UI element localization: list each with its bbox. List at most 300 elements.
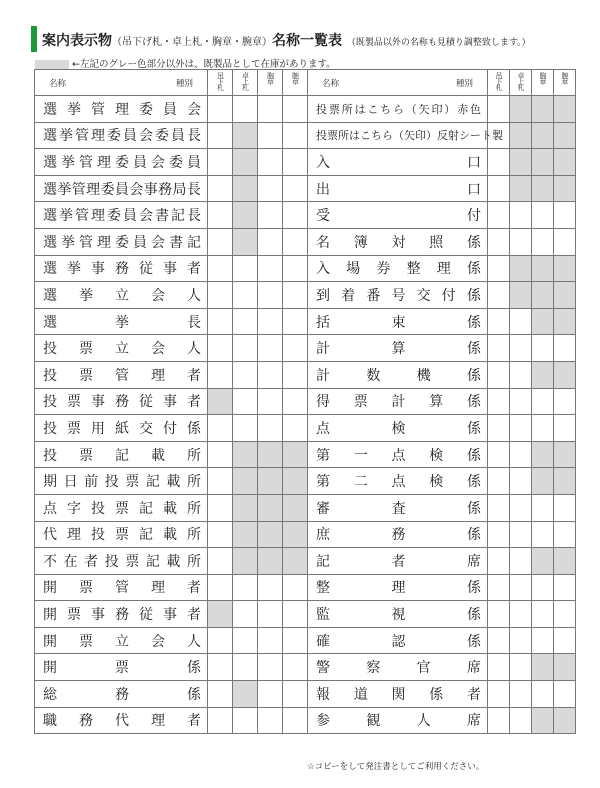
stock-cell-0 [488,228,510,255]
table-row [308,574,576,601]
table-row [308,548,576,575]
stock-cell-0 [208,707,233,734]
stock-cell-3 [554,388,576,415]
row-name: 投 票 管 理 者 [43,367,201,384]
row-name-cell [35,415,208,442]
row-name-cell [308,601,488,628]
stock-cell-2 [258,654,283,681]
row-name-cell [35,654,208,681]
row-name-cell [35,388,208,415]
header-col-1 [233,70,258,96]
stock-cell-1 [510,202,532,229]
stock-cell-2 [258,202,283,229]
stock-cell-2 [258,361,283,388]
stock-cell-1 [510,335,532,362]
stock-cell-3 [554,494,576,521]
row-name-cell [308,494,488,521]
gray-cell-3 [554,282,576,309]
name-table-right [307,69,576,734]
gray-cell-3 [554,255,576,282]
row-name-cell [308,282,488,309]
table-row [308,388,576,415]
table-row [308,441,576,468]
row-name-cell [35,574,208,601]
row-name: 整 理 係 [316,580,481,597]
gray-cell-3 [554,468,576,495]
row-name: 総 務 係 [43,686,201,703]
gray-cell-2 [532,707,554,734]
stock-cell-2 [258,282,283,309]
header-col-label: 腕章 [561,71,569,84]
table-row [308,707,576,734]
stock-cell-0 [208,521,233,548]
row-name: 名 簿 対 照 係 [316,234,481,251]
row-name-cell [35,468,208,495]
stock-cell-3 [554,335,576,362]
table-row [308,521,576,548]
stock-cell-3 [554,627,576,654]
header-col-label: 吊下札 [216,71,225,90]
gray-cell-2 [532,308,554,335]
gray-cell-3 [554,654,576,681]
row-name-cell [35,361,208,388]
table-row [308,415,576,442]
row-name: 到 着 番 号 交 付 係 [316,287,481,304]
stock-cell-3 [283,175,308,202]
row-name-cell [308,388,488,415]
row-name: 計 数 機 係 [316,367,481,384]
stock-cell-0 [488,335,510,362]
stock-cell-3 [283,627,308,654]
stock-cell-1 [510,415,532,442]
stock-cell-2 [258,627,283,654]
stock-cell-0 [208,361,233,388]
stock-cell-3 [554,228,576,255]
table-row [35,601,308,628]
row-name: 受 付 [316,208,481,225]
gray-cell-2 [532,175,554,202]
row-name-cell [35,335,208,362]
row-name: 記 者 席 [316,553,481,570]
gray-cell-2 [532,149,554,176]
stock-cell-0 [208,122,233,149]
gray-cell-3 [554,149,576,176]
table-row [308,96,576,123]
header-col-3 [554,70,576,96]
stock-cell-3 [283,388,308,415]
stock-cell-1 [233,654,258,681]
stock-cell-2 [532,335,554,362]
stock-cell-3 [283,361,308,388]
table-row [308,228,576,255]
stock-cell-3 [283,228,308,255]
stock-cell-0 [208,228,233,255]
stock-cell-1 [233,361,258,388]
stock-cell-1 [233,627,258,654]
stock-cell-0 [488,574,510,601]
stock-cell-1 [510,548,532,575]
row-name-cell [35,122,208,149]
row-name: 開 票 管 理 者 [43,580,201,597]
row-name: 警 察 官 席 [316,660,481,677]
table-row [308,601,576,628]
table-row [308,149,576,176]
stock-cell-3 [283,122,308,149]
gray-cell-1 [510,122,532,149]
stock-cell-0 [488,388,510,415]
gray-cell-2 [532,468,554,495]
gray-cell-2 [532,441,554,468]
row-name: 括 束 係 [316,314,481,331]
row-name-cell [308,627,488,654]
row-name-cell [308,361,488,388]
stock-cell-2 [532,228,554,255]
header-col-1 [510,70,532,96]
title-sub: （吊下げ札・卓上札・胸章・腕章） [112,37,272,48]
stock-cell-2 [532,601,554,628]
row-name: 得 票 計 算 係 [316,394,481,411]
stock-cell-3 [283,574,308,601]
stock-cell-3 [554,521,576,548]
table-row [35,521,308,548]
stock-cell-3 [283,601,308,628]
gray-cell-2 [258,468,283,495]
table-row [35,122,308,149]
table-row [308,175,576,202]
row-name-cell [35,494,208,521]
stock-cell-1 [510,228,532,255]
table-row [308,335,576,362]
stock-cell-2 [258,335,283,362]
stock-cell-3 [283,707,308,734]
row-name: 入 場 券 整 理 係 [316,261,481,278]
table-row [308,468,576,495]
stock-cell-0 [208,335,233,362]
footer-note: ☆コピーをして発注書としてご利用ください。 [307,762,485,772]
stock-cell-3 [283,415,308,442]
table-row [35,228,308,255]
table-row [35,149,308,176]
table-row [35,415,308,442]
gray-cell-2 [258,441,283,468]
row-name: 入 口 [316,154,481,171]
row-name: 投 票 記 載 所 [43,447,201,464]
row-name: 代 理 投 票 記 載 所 [43,527,201,544]
row-name-cell [308,441,488,468]
stock-cell-1 [233,574,258,601]
stock-cell-2 [532,202,554,229]
stock-cell-2 [258,388,283,415]
stock-cell-2 [258,415,283,442]
stock-cell-0 [488,707,510,734]
stock-cell-2 [258,308,283,335]
header-name-kind-labels [308,77,487,89]
header-col-label: 卓上札 [241,71,250,90]
gray-cell-1 [233,494,258,521]
header-kind-label: 種別 [175,78,193,89]
row-name: 第 二 点 検 係 [316,474,481,491]
row-name: 投 票 所 は こ ち ら （ 矢 印 ） 赤 色 [316,102,481,116]
stock-cell-1 [510,388,532,415]
stock-cell-3 [554,202,576,229]
table-row [308,494,576,521]
row-name: 期 日 前 投 票 記 載 所 [43,474,201,491]
table-row [308,361,576,388]
stock-cell-1 [233,601,258,628]
row-name: 投 票 用 紙 交 付 係 [43,420,201,437]
stock-cell-0 [488,441,510,468]
row-name: 点 字 投 票 記 載 所 [43,500,201,517]
stock-cell-1 [510,468,532,495]
row-name-cell [35,521,208,548]
row-name: 選 挙 管 理 委 員 会 [43,101,201,118]
gray-cell-2 [532,282,554,309]
table-row [35,308,308,335]
row-name: 確 認 係 [316,633,481,650]
table-row [35,282,308,309]
row-name-cell [308,548,488,575]
stock-cell-1 [233,308,258,335]
stock-cell-1 [510,707,532,734]
table-row [308,122,576,149]
stock-cell-2 [532,681,554,708]
table-row [308,627,576,654]
gray-cell-2 [258,548,283,575]
stock-cell-0 [488,681,510,708]
table-row [308,681,576,708]
row-name: 参 観 人 席 [316,713,481,730]
table-row [35,627,308,654]
stock-cell-1 [233,282,258,309]
row-name: 報 道 関 係 者 [316,686,481,703]
page-title [42,30,531,50]
stock-cell-3 [554,415,576,442]
row-name: 選 挙 管 理 委 員 会 事 務 局 長 [43,181,201,198]
gray-cell-3 [554,707,576,734]
header-col-label: 胸章 [539,71,547,84]
row-name-cell [308,308,488,335]
stock-cell-3 [283,202,308,229]
title-accent-bar [31,26,37,52]
gray-cell-1 [510,255,532,282]
stock-cell-3 [554,574,576,601]
stock-cell-0 [208,96,233,123]
gray-cell-0 [208,388,233,415]
stock-cell-0 [208,548,233,575]
gray-cell-3 [283,548,308,575]
gray-cell-1 [233,228,258,255]
stock-cell-0 [208,627,233,654]
header-col-label: 卓上札 [517,71,525,90]
stock-cell-0 [208,681,233,708]
stock-cell-0 [208,202,233,229]
stock-cell-1 [233,255,258,282]
stock-cell-1 [510,494,532,521]
stock-cell-0 [488,361,510,388]
gray-cell-2 [532,548,554,575]
stock-cell-0 [208,468,233,495]
stock-cell-3 [554,681,576,708]
row-name: 選 挙 立 会 人 [43,287,201,304]
gray-cell-1 [233,681,258,708]
stock-cell-1 [233,96,258,123]
gray-cell-3 [554,122,576,149]
name-table-left [34,69,308,734]
header-name-kind-labels [35,77,207,89]
stock-cell-0 [488,96,510,123]
stock-cell-1 [510,441,532,468]
header-name-kind [35,70,208,96]
gray-cell-1 [233,202,258,229]
row-name-cell [35,441,208,468]
row-name: 選 挙 事 務 従 事 者 [43,261,201,278]
row-name-cell [308,202,488,229]
gray-cell-1 [233,149,258,176]
row-name: 点 検 係 [316,420,481,437]
gray-cell-1 [510,175,532,202]
row-name-cell [35,627,208,654]
gray-cell-1 [233,122,258,149]
row-name: 第 一 点 検 係 [316,447,481,464]
stock-cell-3 [283,335,308,362]
table-row [35,388,308,415]
row-name-cell [308,335,488,362]
row-name-cell [308,149,488,176]
stock-cell-2 [258,707,283,734]
title-main: 案内表示物 [42,33,112,49]
gray-cell-3 [554,308,576,335]
stock-cell-0 [488,282,510,309]
gray-cell-3 [283,494,308,521]
row-name: 計 算 係 [316,341,481,358]
row-name-cell [35,707,208,734]
table-row [308,654,576,681]
stock-cell-2 [258,175,283,202]
stock-cell-3 [283,282,308,309]
table-row [35,494,308,521]
stock-cell-0 [488,308,510,335]
stock-cell-2 [532,388,554,415]
row-name-cell [308,521,488,548]
stock-cell-0 [208,654,233,681]
row-name: 選 挙 長 [43,314,201,331]
row-name: 開 票 係 [43,660,201,677]
gray-cell-2 [532,96,554,123]
row-name-cell [308,468,488,495]
stock-cell-1 [233,415,258,442]
stock-cell-2 [258,149,283,176]
table-row [35,96,308,123]
gray-cell-2 [532,654,554,681]
header-row [35,70,308,96]
stock-cell-0 [488,494,510,521]
row-name: 投 票 事 務 従 事 者 [43,394,201,411]
title-note: （既製品以外の名称も見積り調整致します。） [346,38,531,48]
header-col-0 [208,70,233,96]
stock-cell-3 [283,681,308,708]
table-row [308,282,576,309]
header-col-label: 吊下札 [495,71,503,90]
row-name: 開 票 事 務 従 事 者 [43,607,201,624]
header-row [308,70,576,96]
row-name: 職 務 代 理 者 [43,713,201,730]
stock-cell-2 [532,574,554,601]
row-name-cell [35,681,208,708]
stock-cell-0 [488,468,510,495]
table-row [308,255,576,282]
row-name-cell [35,96,208,123]
header-col-label: 腕章 [291,71,300,84]
title-main2: 名称一覧表 [272,33,342,49]
stock-cell-1 [510,601,532,628]
row-name-cell [35,601,208,628]
legend [35,56,336,70]
header-col-label: 胸章 [266,71,275,84]
gray-cell-2 [532,361,554,388]
table-row [35,361,308,388]
row-name-cell [308,122,503,149]
row-name: 不 在 者 投 票 記 載 所 [43,553,201,570]
row-name-cell [35,228,208,255]
header-kind-label: 種別 [455,78,473,89]
stock-cell-0 [208,175,233,202]
gray-cell-1 [233,441,258,468]
row-name-cell [35,202,208,229]
table-row [35,574,308,601]
stock-cell-3 [283,96,308,123]
stock-cell-0 [208,574,233,601]
stock-cell-2 [258,96,283,123]
stock-cell-0 [208,255,233,282]
row-name: 選 挙 管 理 委 員 会 委 員 長 [43,128,201,145]
table-row [35,548,308,575]
header-col-2 [532,70,554,96]
stock-cell-0 [488,601,510,628]
header-name-label: 名称 [322,78,340,89]
gray-cell-3 [554,96,576,123]
stock-cell-1 [510,574,532,601]
gray-cell-3 [283,521,308,548]
gray-cell-1 [510,282,532,309]
gray-cell-2 [258,521,283,548]
stock-cell-1 [233,388,258,415]
legend-gray-swatch [35,60,69,69]
row-name-cell [35,308,208,335]
stock-cell-0 [488,654,510,681]
gray-cell-1 [510,96,532,123]
gray-cell-3 [283,441,308,468]
row-name: 出 口 [316,181,481,198]
header-col-0 [488,70,510,96]
header-col-3 [283,70,308,96]
stock-cell-3 [283,308,308,335]
row-name-cell [35,149,208,176]
table-row [35,255,308,282]
stock-cell-1 [233,335,258,362]
gray-cell-1 [233,175,258,202]
stock-cell-1 [510,308,532,335]
stock-cell-0 [488,415,510,442]
stock-cell-0 [488,175,510,202]
stock-cell-0 [208,282,233,309]
stock-cell-2 [258,255,283,282]
table-row [35,654,308,681]
stock-cell-1 [510,654,532,681]
row-name: 監 視 係 [316,607,481,624]
header-name-label: 名称 [49,78,67,89]
stock-cell-3 [283,149,308,176]
row-name: 投 票 所 は こ ち ら （ 矢 印 ） 反 射 シ ー ト 製 [316,129,503,143]
